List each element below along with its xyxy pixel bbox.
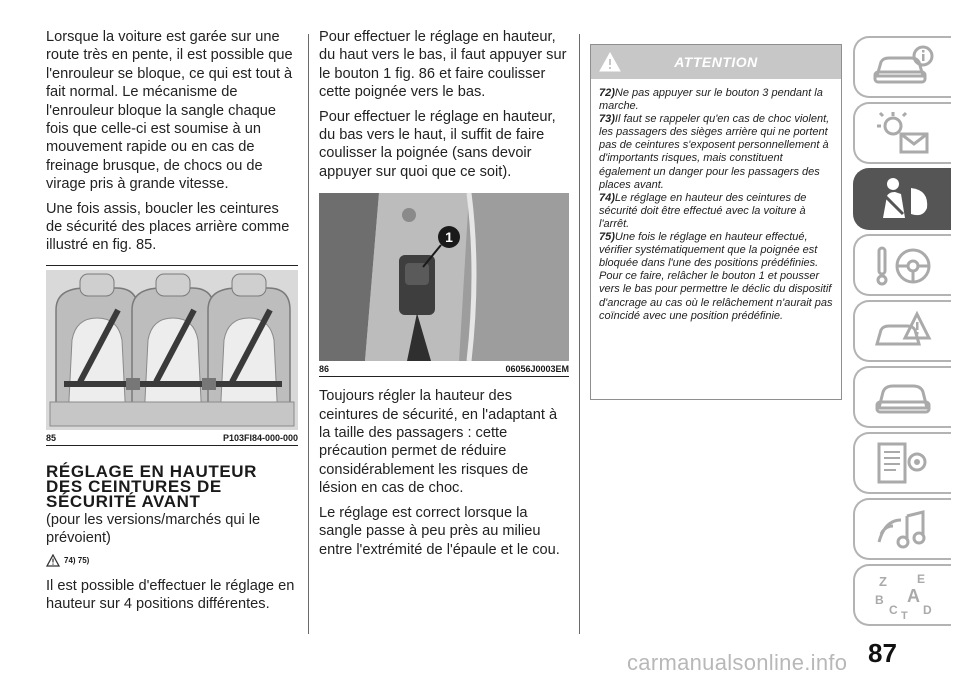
tab-index[interactable] [853,564,951,626]
column-1 [46,28,298,620]
alphabetical-index-icon [871,570,935,620]
tab-starting-driving[interactable] [853,234,951,296]
figure-code: P103FI84-000-000 [222,432,298,443]
attention-notes [591,79,841,323]
figure-85-image [46,270,298,430]
attention-box [590,44,842,400]
figure-callout: 1 [445,229,453,246]
tab-dashboard-lights[interactable] [853,102,951,164]
svg-text:T: T [901,610,908,620]
specs-gear-icon [871,438,935,488]
paragraph-retractor: Lorsque la voiture est garée sur une route très en pente, il est possible que l'enrouleur se bloque, ce qui est tout à fait normal. Le mécanisme de l'enrouleur bloque la sangle chaque fois que celle-ci est soumise à un mouvement rapide ou en cas de freinage brusque, de chocs ou de virage pris à grande vitesse. [46,29,293,193]
column-divider [308,34,309,634]
paragraph-correct-position: Le réglage est correct lorsque la sangle passe à peu près au milieu entre l'extrémité de l'épaule et le cou. [319,504,560,558]
attention-title: ATTENTION [674,54,758,70]
svg-text:C: C [889,603,898,617]
car-info-icon [871,42,935,92]
figure-86-caption [319,361,569,377]
svg-text:E: E [917,572,926,586]
multimedia-icon [871,504,935,554]
paragraph-rear-belts: Une fois assis, boucler les ceintures de sécurité des places arrière comme illustré en fig. 85. [46,200,290,254]
watermark: carmanualsonline.info [627,650,848,675]
figure-85 [46,265,298,446]
warning-reference [46,554,298,567]
page-number: 87 [868,638,897,668]
breakdown-icon [871,306,935,356]
attention-note: 72)Ne pas appuyer sur le bouton 3 pendant la marche. [599,87,823,113]
figure-number: 85 [46,432,57,443]
warning-reference-numbers: 74) 75) [64,555,90,565]
tab-car-info[interactable] [853,36,951,98]
tab-safety[interactable] [853,168,951,230]
chapter-tabs [853,36,953,630]
paragraph-adjust-up: Pour effectuer le réglage en hauteur, du bas vers le haut, il suffit de faire coulisser la poignée (sans devoir appuyer sur quoi que ce soit). [319,108,556,180]
svg-text:A: A [907,586,920,606]
figure-number: 86 [319,364,330,375]
svg-text:Z: Z [879,574,887,589]
column-divider [579,34,580,634]
section-subheading: (pour les versions/marchés qui le prévoient) [46,511,261,547]
warning-triangle-icon [46,554,60,567]
car-maintenance-icon [871,372,935,422]
svg-text:D: D [923,603,932,617]
paragraph-adjust-height: Toujours régler la hauteur des ceintures de sécurité, en l'adaptant à la taille des passagers : cette précaution permet de réduire considérablement les risques de lésion en cas de choc. [319,388,558,497]
tab-emergency[interactable] [853,300,951,362]
svg-text:B: B [875,593,884,607]
belt-height-adjuster-photo [319,193,569,361]
seatbelt-airbag-icon [871,174,935,224]
attention-header [591,45,841,79]
tab-maintenance[interactable] [853,366,951,428]
attention-note: 73)Il faut se rappeler qu'en cas de choc violent, les passagers des sièges arrière qui ne portent pas de ceintures s'exposent personnellement à d'importants risques, mais constituent également un danger pour les passagers des places avant. [599,113,830,191]
tab-technical-data[interactable] [853,432,951,494]
dashboard-lights-icon [871,108,935,158]
rear-seats-illustration [46,270,298,430]
section-heading: RÉGLAGE EN HAUTEUR DES CEINTURES DE SÉCURITÉ AVANT [46,461,258,511]
column-2 [319,28,569,565]
paragraph-adjust-down: Pour effectuer le réglage en hauteur, du haut vers le bas, il faut appuyer sur le bouton 1 fig. 86 et faire coulisser cette poignée vers le bas. [319,29,567,101]
figure-85-caption [46,430,298,446]
paragraph-positions: Il est possible d'effectuer le réglage en hauteur sur 4 positions différentes. [46,577,295,613]
figure-86-image [319,193,569,361]
tab-multimedia[interactable] [853,498,951,560]
attention-note: 75)Une fois le réglage en hauteur effectué, vérifier systématiquement que la poignée est bloquée dans l'une des positions prédéfinies. Pour ce faire, relâcher le bouton 1 et pousser vers le bas pour permettre le déclic du dispositif d'ancrage au cas où le relâchement n'aurait pas coïncidé avec une position prédéfinie. [599,231,833,322]
key-steering-icon [871,240,935,290]
figure-86 [319,193,569,377]
attention-note: 74)Le réglage en hauteur des ceintures de sécurité doit être effectué avec la voiture à l'arrêt. [599,191,807,230]
figure-code: 06056J0003EM [505,364,569,375]
